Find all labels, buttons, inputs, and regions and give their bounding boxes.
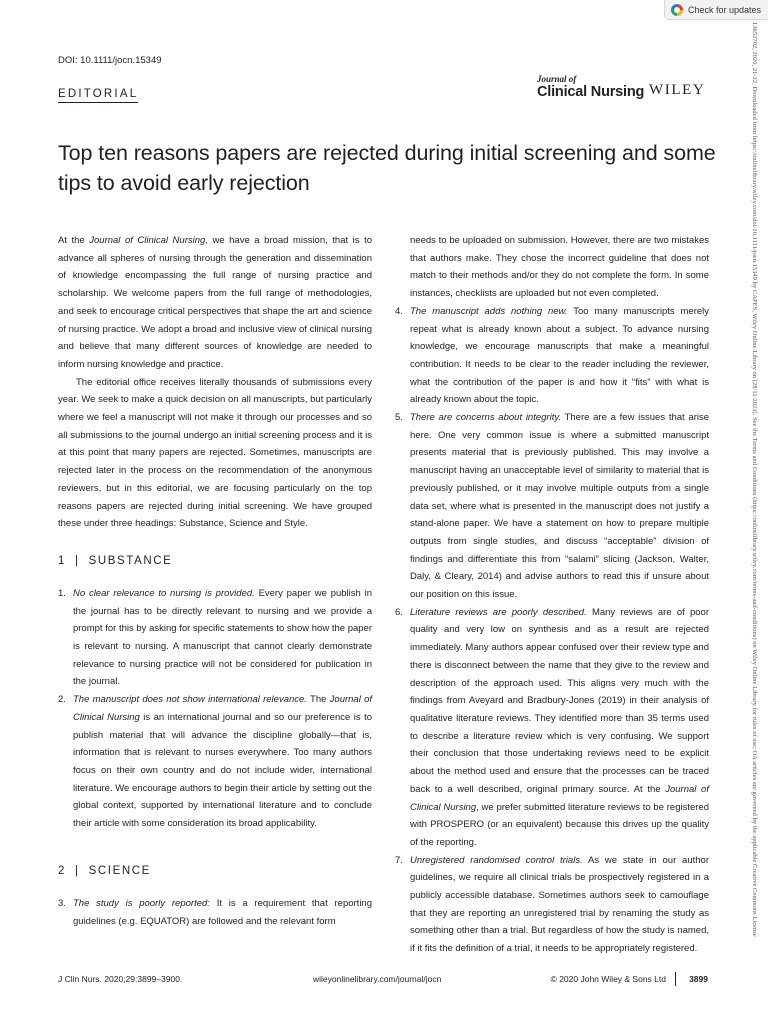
section-heading-science: 2 | SCIENCE — [58, 864, 151, 877]
intro-paragraph: At the Journal of Clinical Nursing, we have a broad mission, that is to advance all spheres of nursing through the generation and dissemination of knowledge encompassing the full range of nursing practice and scholarship. We welcome papers from the full range of methodologies, and seek to encourage critical perspectives that shape the art and science of nursing practice. We adopt a broad and inclusive view of clinical nursing and believe that many different sources of knowledge are needed to inform nursing knowledge and practice. — [58, 235, 372, 370]
reasons-list — [58, 585, 372, 833]
body-paragraph: The editorial office receives literally thousands of submissions every year. We seek to make a quick decision on all manuscripts, but particularly where we feel a manuscript will not make it through our processes and so all submissions to the journal undergo an initial screening process and it is at this point that many papers are rejected. Sometimes, manuscripts are rejected later in the process on the recommendation of the anonymous reviewers, but in this editorial, we are focusing particularly on the top reasons papers are rejected during initial screening. We have grouped these under three headings: Substance, Science and Style. — [58, 376, 372, 530]
list-item: 6. Literature reviews are poorly described. Many reviews are of poor quality and very low on synthesis and as a result are rejected immediately. Many authors appear confused over their review type and there is disconnect between the name that they give to the review and description of the approach used. This aligns very much with the findings from Aveyard and Bradbury-Jones (2019) in their analysis of qualitative literature reviews. They identified more than 35 terms used to describe a literature review which is very confusing. We support their conclusion that those undertaking reviews need to be explicit about the method used and ensure that the processes can be traced back to a well described, original primary source. At the Journal of Clinical Nursing, we prefer submitted literature reviews to be registered with PROSPERO (or an equivalent) because this drives up the quality of the reporting. — [395, 606, 709, 848]
download-notice: 13652702, 2020, 21-22, Downloaded from https://onlinelibrary.wiley.com/doi/10.1111/jocn.15349 by CAPES, Wiley Online Library on [28/11/2023]. See the Terms and Conditions (https://onlinelibrary.wiley.com/terms-and-conditions) on Wiley Online Library for rules of use; OA articles are governed by the applicable Creative Commons License — [751, 22, 758, 937]
check-for-updates-button[interactable] — [664, 0, 768, 20]
list-item-continuation: needs to be uploaded on submission. However, there are two mistakes that authors make. They chose the incorrect guideline that does not match to their methods and/or they do not complete the form. In some instances, checklists are uploaded but not even completed. — [410, 235, 709, 300]
journal-logo-name: Clinical Nursing — [537, 84, 645, 100]
reasons-list — [395, 303, 709, 958]
publisher-logo: WILEY — [649, 82, 706, 98]
left-column — [58, 232, 372, 930]
article-title: Top ten reasons papers are rejected during initial screening and some tips to avoid early rejection — [58, 141, 716, 195]
page-footer — [58, 974, 710, 988]
citation: J Clin Nurs. 2020;29:3899–3900. — [58, 974, 183, 984]
section-label: EDITORIAL — [58, 88, 138, 103]
copyright: © 2020 John Wiley & Sons Ltd — [550, 974, 666, 984]
list-item: 3. The study is poorly reported: It is a requirement that reporting guidelines (e.g. EQUATOR) are followed and the relevant form — [58, 897, 372, 927]
footer-divider — [675, 972, 676, 986]
list-item: 5. There are concerns about integrity. There are a few issues that arise here. One very common issue is where a submitted manuscript presents material that is previously published. This may involve a manuscript having an unacceptable level of similarity to material that is previously published, or it may involve multiple outputs from a single data set, where what is presented in the manuscript does not justify a stand-alone paper. We have a statement on how to prepare multiple outputs from single studies, and discuss “acceptable” division of findings and differentiate this from “salami” slicing (Jackson, Walter, Daly, & Cleary, 2014) and advise authors to read this if unsure about our position on this issue. — [395, 412, 710, 601]
right-column — [395, 232, 709, 958]
doi: DOI: 10.1111/jocn.15349 — [58, 55, 162, 66]
reasons-list — [58, 895, 372, 930]
journal-name: Journal of Clinical Nursing — [89, 235, 206, 246]
section-heading-substance: 1 | SUBSTANCE — [58, 554, 173, 567]
check-for-updates-label: Check for updates — [688, 4, 762, 15]
list-item: 2. The manuscript does not show international relevance. The Journal of Clinical Nursing is an international journal and so our preference is to publish material that will advance the discipline globally—that is, information that is relevant to nurses everywhere. Too many authors focus on their own country and do not include wider, international literature. We encourage authors to begin their article by setting out the global context, supported by international literature and to conclude their article with some consideration its broad applicability. — [58, 694, 372, 830]
list-item: 1. No clear relevance to nursing is provided. Every paper we publish in the journal has to be directly relevant to nursing and we provide a prompt for this by asking for specific statements to show how the paper is relevant to nursing. A manuscript that cannot clearly demonstrate relevance to nursing practice will not be considered for publication in the journal. — [58, 587, 372, 688]
journal-url: wileyonlinelibrary.com/journal/jocn — [313, 974, 442, 984]
page-number: 3899 — [689, 974, 708, 984]
list-item: 7. Unregistered randomised control trials. As we state in our author guidelines, we require all clinical trials be prospectively registered in a publicly accessible database. Sometimes authors seek to camouflage that they are reporting an unregistered trial by renaming the study as something other than a trial. But regardless of how the study is named, if it fits the definition of a trial, it needs to be appropriately registered. — [395, 854, 709, 955]
journal-logo — [537, 74, 644, 100]
journal-logo-small: Journal of — [537, 74, 577, 84]
list-item: 4. The manuscript adds nothing new. Too many manuscripts merely repeat what is already known about a subject. To advance nursing knowledge, we encourage manuscripts that make a meaningful contribution. It needs to be clear to the reader including the reviewer, what the contribution of the paper is and how it “fits” with what is already known about the topic. — [395, 305, 710, 406]
crossmark-icon — [671, 4, 683, 16]
